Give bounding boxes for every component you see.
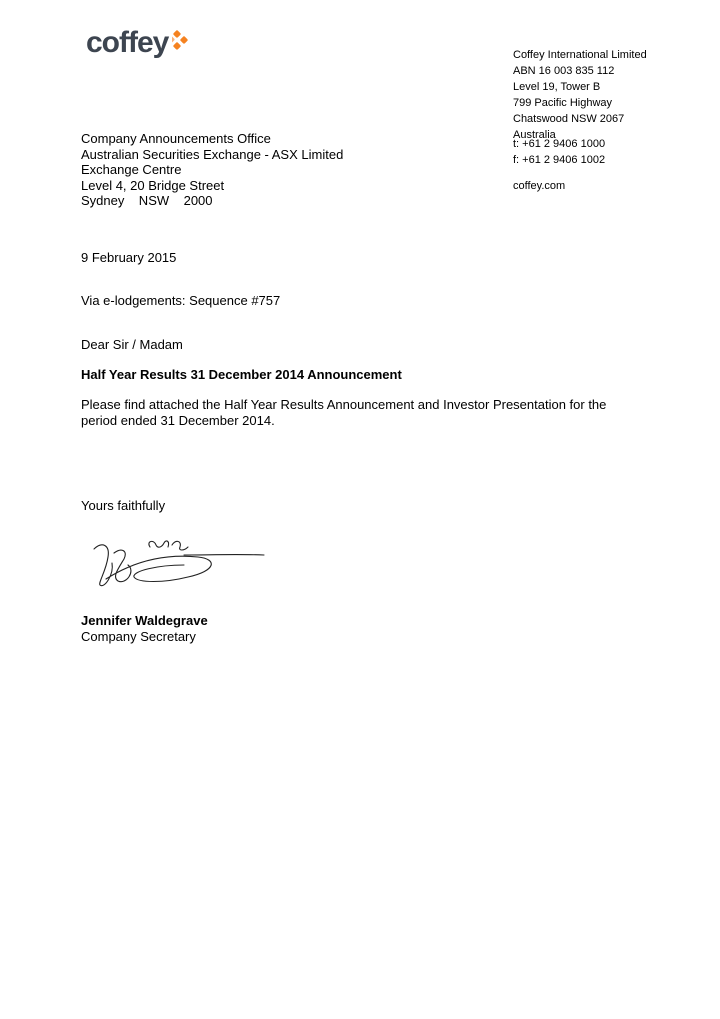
sender-phone: t: +61 2 9406 1000 xyxy=(513,138,606,150)
lodgement-reference: Via e-lodgements: Sequence #757 xyxy=(81,293,281,308)
salutation: Dear Sir / Madam xyxy=(81,337,183,352)
sender-fax: f: +61 2 9406 1002 xyxy=(513,154,606,166)
signer-title: Company Secretary xyxy=(81,629,196,644)
logo-chevron-icon xyxy=(172,30,194,54)
recipient-address xyxy=(81,131,343,209)
recipient-line-3: Exchange Centre xyxy=(81,162,182,178)
sender-address xyxy=(513,47,647,143)
sender-address-line-3: Chatswood NSW 2067 xyxy=(513,113,625,125)
sender-address-line-2: 799 Pacific Highway xyxy=(513,97,613,109)
logo-wordmark: coffey xyxy=(86,26,169,59)
sender-company: Coffey International Limited xyxy=(513,49,647,61)
recipient-line-2: Australian Securities Exchange - ASX Limited xyxy=(81,146,344,162)
letter-subject: Half Year Results 31 December 2014 Announcement xyxy=(81,367,402,382)
signer-name: Jennifer Waldegrave xyxy=(81,613,208,628)
company-logo xyxy=(86,26,196,70)
sender-country: Australia xyxy=(513,129,556,141)
letter-paragraph: Please find attached the Half Year Results Announcement and Investor Presentation for the period ended 31 December 2014. xyxy=(81,397,607,428)
closing: Yours faithfully xyxy=(81,498,166,513)
recipient-line-1: Company Announcements Office xyxy=(81,131,271,146)
recipient-line-5: Sydney NSW 2000 xyxy=(81,193,213,209)
sender-address-line-1: Level 19, Tower B xyxy=(513,81,601,93)
sender-abn: ABN 16 003 835 112 xyxy=(513,65,615,77)
recipient-line-4: Level 4, 20 Bridge Street xyxy=(81,177,225,193)
handwritten-signature xyxy=(88,535,268,590)
sender-contact xyxy=(513,136,605,194)
signer-block xyxy=(81,613,208,645)
sender-website: coffey.com xyxy=(513,180,566,192)
letter-date: 9 February 2015 xyxy=(81,250,177,265)
